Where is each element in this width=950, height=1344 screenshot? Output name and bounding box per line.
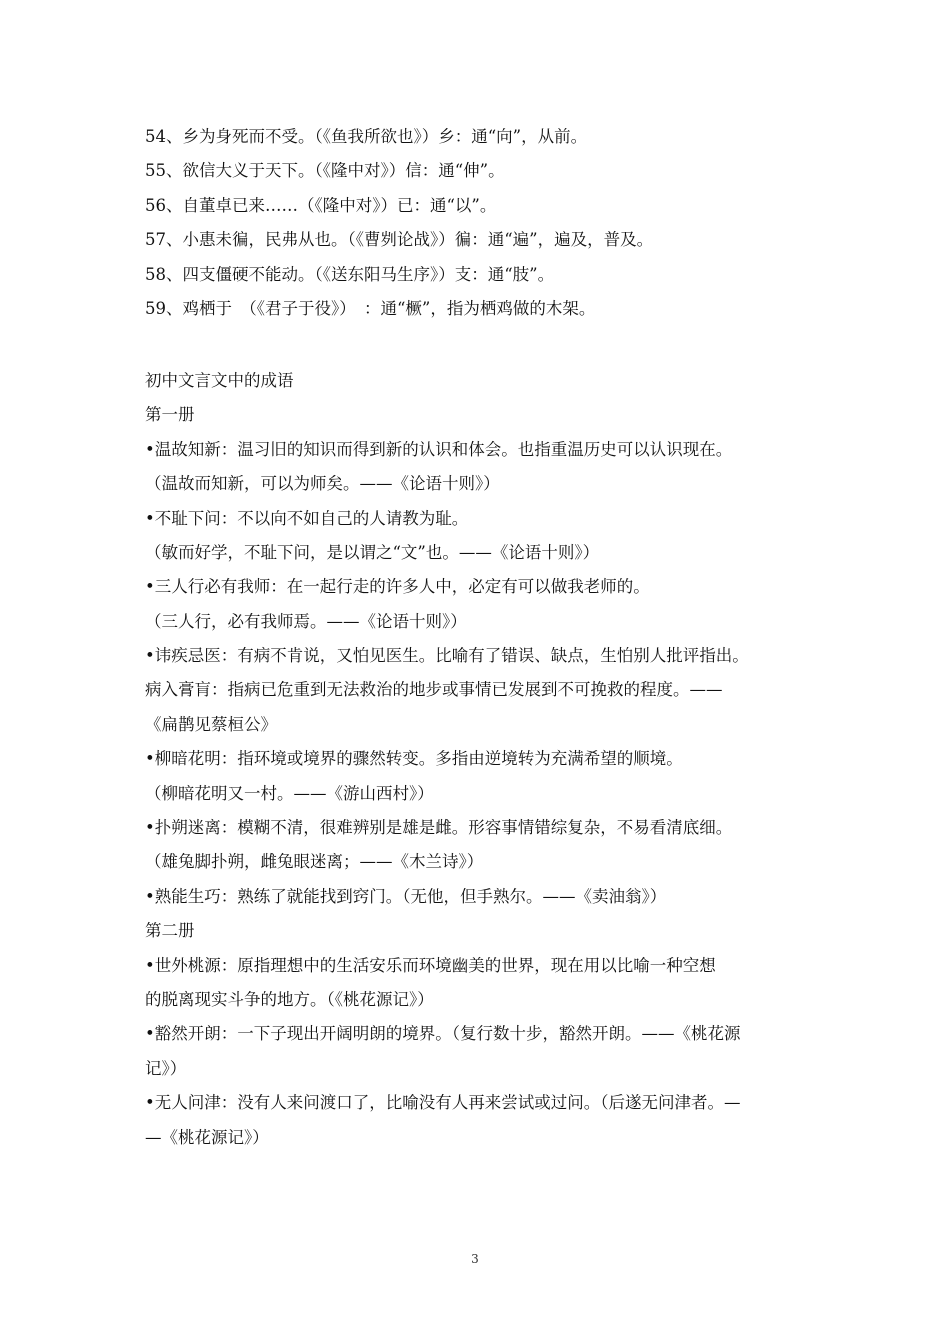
idiom-line: （柳暗花明又一村。——《游山西村》）: [145, 783, 434, 803]
tongjia-item: 58、四支僵硬不能动。（《送东阳马生序》）支：通“肢”。: [145, 264, 555, 284]
idiom-line: 病入膏肓：指病已危重到无法救治的地步或事情已发展到不可挽救的程度。——: [145, 680, 723, 700]
idiom-line: （敏而好学，不耻下问，是以谓之“文”也。——《论语十则》）: [145, 542, 600, 562]
tongjia-item: 59、鸡栖于 （《君子于役》） ：通“橛”，指为栖鸡做的木架。: [145, 298, 596, 318]
idiom-line: 第一册: [145, 405, 195, 425]
page-number: 3: [471, 1252, 479, 1266]
tongjia-item: 57、小惠未徧，民弗从也。（《曹刿论战》）徧：通“遍”，遍及，普及。: [145, 230, 654, 250]
idiom-line: •豁然开朗：一下子现出开阔明朗的境界。（复行数十步，豁然开朗。——《桃花源: [145, 1024, 741, 1044]
idioms-section-title: 初中文言文中的成语: [145, 371, 294, 391]
tongjia-item: 54、乡为身死而不受。（《鱼我所欲也》）乡：通“向”，从前。: [145, 127, 588, 146]
idiom-line: •扑朔迷离：模糊不清，很难辨别是雄是雌。形容事情错综复杂，不易看清底细。: [145, 818, 733, 838]
idiom-line: 的脱离现实斗争的地方。（《桃花源记》）: [145, 989, 434, 1009]
idiom-line: •讳疾忌医：有病不肯说，又怕见医生。比喻有了错误、缺点，生怕别人批评指出。: [145, 646, 749, 666]
idiom-line: 记》）: [145, 1058, 187, 1078]
page-content: [145, 120, 815, 1155]
idiom-line: •柳暗花明：指环境或境界的骤然转变。多指由逆境转为充满希望的顺境。: [145, 749, 683, 769]
tongjia-item: 56、自董卓已来……（《隆中对》）已：通“以”。: [145, 195, 497, 215]
tongjia-list: [145, 120, 815, 326]
tongjia-item: 55、欲信大义于天下。（《隆中对》）信：通“伸”。: [145, 161, 505, 181]
idiom-line: •三人行必有我师：在一起行走的许多人中，必定有可以做我老师的。: [145, 577, 650, 597]
section-gap: [145, 326, 815, 364]
idiom-line: •温故知新：温习旧的知识而得到新的认识和体会。也指重温历史可以认识现在。: [145, 439, 733, 459]
idiom-line: •无人问津：没有人来问渡口了，比喻没有人再来尝试或过问。（后遂无问津者。—: [145, 1093, 741, 1113]
idiom-line: （温故而知新，可以为师矣。——《论语十则》）: [145, 474, 500, 494]
idiom-line: （三人行，必有我师焉。——《论语十则》）: [145, 611, 467, 631]
idiom-line: 第二册: [145, 921, 195, 941]
idiom-line: （雄兔脚扑朔，雌兔眼迷离；——《木兰诗》）: [145, 852, 484, 872]
idiom-line: •世外桃源：原指理想中的生活安乐而环境幽美的世界，现在用以比喻一种空想: [145, 955, 716, 975]
idioms-list: [145, 398, 815, 1155]
idiom-line: •不耻下问：不以向不如自己的人请教为耻。: [145, 508, 469, 528]
idiom-line: —《桃花源记》）: [145, 1127, 269, 1147]
idiom-line: 《扁鹊见蔡桓公》: [145, 714, 277, 734]
idiom-line: •熟能生巧：熟练了就能找到窍门。（无他，但手熟尔。——《卖油翁》）: [145, 886, 667, 906]
